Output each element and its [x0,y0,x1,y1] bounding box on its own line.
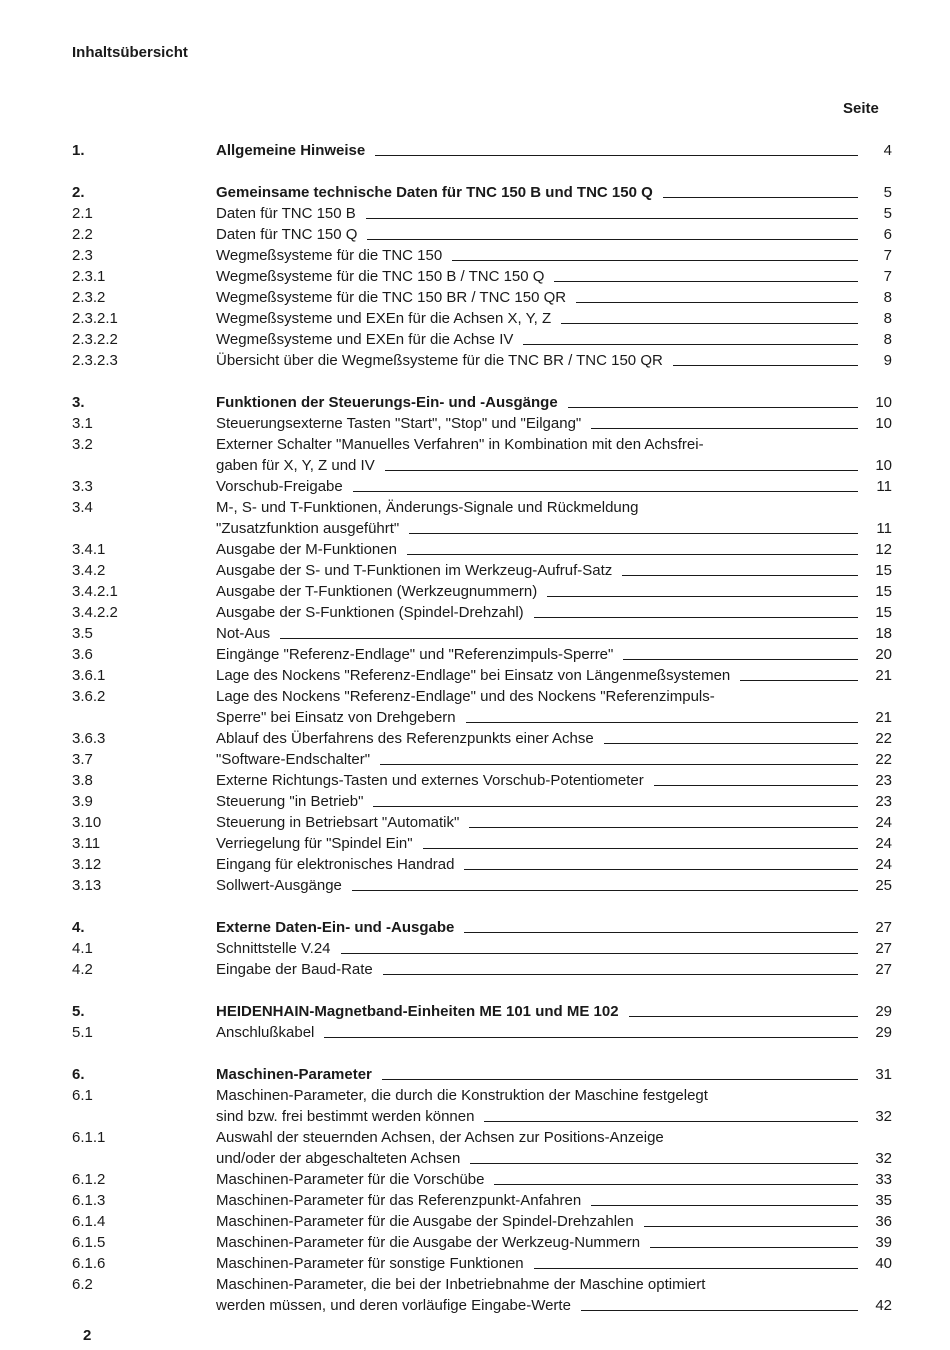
toc-entry-title: Lage des Nockens "Referenz-Endlage" und des Nockens "Referenzimpuls- [216,688,715,705]
toc-entry-title: Lage des Nockens "Referenz-Endlage" bei Einsatz von Längenmeßsystemen [216,667,731,684]
leader-line [663,197,858,198]
toc-entry-row [72,476,892,497]
leader-line [591,428,858,429]
leader-line [494,1184,858,1185]
toc-entry-row [72,1274,892,1295]
toc-entry-title: Gemeinsame technische Daten für TNC 150 B und TNC 150 Q [216,184,653,201]
toc-entry-number: 6.1 [72,1087,93,1104]
leader-line [484,1121,858,1122]
toc-entry-number: 4.1 [72,940,93,957]
toc-entry-number: 6.1.4 [72,1213,106,1230]
toc-entry-title: Wegmeßsysteme für die TNC 150 BR / TNC 150 QR [216,289,567,306]
toc-entry-number: 3.2 [72,436,93,453]
toc-entry-row [72,791,892,812]
toc-entry-title: Maschinen-Parameter für die Ausgabe der Spindel-Drehzahlen [216,1213,634,1230]
toc-entry-number: 6.1.6 [72,1255,106,1272]
leader-line [466,722,858,723]
leader-line [452,260,858,261]
toc-entry-row [72,1127,892,1148]
toc-entry-page: 21 [875,709,892,726]
toc-entry-page: 25 [875,877,892,894]
toc-entry-number: 3.10 [72,814,102,831]
toc-section-row [72,917,892,938]
toc-entry-number: 6.1.1 [72,1129,106,1146]
toc-entry-title: Maschinen-Parameter für die Ausgabe der Werkzeug-Nummern [216,1234,641,1251]
toc-entry-page: 18 [875,625,892,642]
toc-entry-title: Daten für TNC 150 Q [216,226,358,243]
toc-entry-page: 15 [875,562,892,579]
toc-entry-number: 5.1 [72,1024,93,1041]
toc-entry-number: 3.4 [72,499,93,516]
toc-entry-page: 39 [875,1234,892,1251]
leader-line [373,806,858,807]
toc-entry-page: 33 [875,1171,892,1188]
toc-entry-number: 2.2 [72,226,93,243]
leader-line [375,155,858,156]
leader-line [470,1163,858,1164]
toc-section-row [72,140,892,161]
leader-line [367,239,858,240]
toc-entry-title: Verriegelung für "Spindel Ein" [216,835,413,852]
toc-entry-page: 15 [875,583,892,600]
toc-entry-row [72,308,892,329]
toc-entry-page: 29 [875,1003,892,1020]
toc-entry-page: 40 [875,1255,892,1272]
toc-entry-row [72,1190,892,1211]
toc-entry-title: Eingänge "Referenz-Endlage" und "Referenzimpuls-Sperre" [216,646,614,663]
toc-entry-number: 2.3.2 [72,289,106,306]
leader-line [568,407,858,408]
toc-entry-row [72,1148,892,1169]
toc-entry-title: Funktionen der Steuerungs-Ein- und -Ausgänge [216,394,558,411]
toc-entry-row [72,707,892,728]
toc-entry-title: sind bzw. frei bestimmt werden können [216,1108,475,1125]
toc-entry-row [72,1232,892,1253]
toc-entry-row [72,350,892,371]
toc-entry-row [72,455,892,476]
toc-entry-page: 24 [875,835,892,852]
toc-entry-title: Maschinen-Parameter [216,1066,372,1083]
toc-entry-title: Schnittstelle V.24 [216,940,331,957]
leader-line [523,344,858,345]
leader-line [623,659,858,660]
toc-entry-row [72,1022,892,1043]
leader-line [534,617,858,618]
leader-line [547,596,858,597]
toc-entry-row [72,644,892,665]
toc-entry-number: 6.1.2 [72,1171,106,1188]
toc-entry-number: 3.6.3 [72,730,106,747]
toc-entry-page: 8 [883,331,892,348]
toc-entry-page: 32 [875,1150,892,1167]
toc-entry-row [72,329,892,350]
leader-line [380,764,858,765]
toc-entry-title: Maschinen-Parameter für sonstige Funktionen [216,1255,524,1272]
toc-entry-title: Wegmeßsysteme für die TNC 150 B / TNC 150 Q [216,268,545,285]
toc-entry-page: 21 [875,667,892,684]
toc-entry-number: 3.11 [72,835,101,852]
leader-line [591,1205,858,1206]
toc-entry-page: 5 [883,184,892,201]
toc-entry-page: 35 [875,1192,892,1209]
toc-entry-page: 7 [883,247,892,264]
toc-entry-number: 3.4.2.2 [72,604,118,621]
toc-entry-row [72,938,892,959]
leader-line [366,218,858,219]
toc-entry-title: Maschinen-Parameter, die bei der Inbetriebnahme der Maschine optimiert [216,1276,706,1293]
toc-entry-number: 3.6.1 [72,667,106,684]
toc-entry-title: Ausgabe der M-Funktionen [216,541,397,558]
toc-entry-row [72,518,892,539]
toc-entry-title: Ausgabe der S-Funktionen (Spindel-Drehzahl) [216,604,524,621]
page-title: Inhaltsübersicht [72,44,188,61]
toc-entry-page: 24 [875,856,892,873]
toc-entry-title: Sollwert-Ausgänge [216,877,342,894]
toc-entry-number: 3.6.2 [72,688,106,705]
toc-entry-page: 10 [875,394,892,411]
toc-entry-row [72,287,892,308]
toc-entry-row [72,875,892,896]
toc-entry-page: 10 [875,415,892,432]
toc-entry-row [72,245,892,266]
leader-line [581,1310,858,1311]
toc-entry-title: Wegmeßsysteme und EXEn für die Achse IV [216,331,514,348]
toc-entry-title: Ausgabe der S- und T-Funktionen im Werkzeug-Aufruf-Satz [216,562,613,579]
toc-entry-number: 2.3.2.1 [72,310,118,327]
toc-entry-number: 3.8 [72,772,93,789]
leader-line [673,365,858,366]
toc-entry-title: Externer Schalter "Manuelles Verfahren" in Kombination mit den Achsfrei- [216,436,704,453]
toc-entry-row [72,539,892,560]
leader-line [352,890,858,891]
leader-line [382,1079,858,1080]
toc-entry-page: 42 [875,1297,892,1314]
leader-line [409,533,858,534]
toc-entry-page: 23 [875,772,892,789]
toc-entry-number: 2. [72,184,85,201]
leader-line [644,1226,858,1227]
toc-entry-number: 3.9 [72,793,93,810]
toc-entry-row [72,959,892,980]
toc-entry-number: 6.1.3 [72,1192,106,1209]
toc-entry-title: gaben für X, Y, Z und IV [216,457,375,474]
leader-line [385,470,858,471]
toc-entry-row [72,224,892,245]
toc-entry-title: Maschinen-Parameter für das Referenzpunkt-Anfahren [216,1192,582,1209]
toc-entry-title: HEIDENHAIN-Magnetband-Einheiten ME 101 und ME 102 [216,1003,619,1020]
leader-line [561,323,858,324]
toc-entry-page: 15 [875,604,892,621]
toc-entry-row [72,1085,892,1106]
toc-entry-row [72,812,892,833]
toc-entry-page: 7 [883,268,892,285]
leader-line [464,932,858,933]
toc-entry-title: Ablauf des Überfahrens des Referenzpunkts einer Achse [216,730,594,747]
toc-entry-title: werden müssen, und deren vorläufige Eingabe-Werte [216,1297,571,1314]
toc-entry-number: 2.3.1 [72,268,106,285]
toc-entry-title: Auswahl der steuernden Achsen, der Achsen zur Positions-Anzeige [216,1129,664,1146]
toc-entry-row [72,749,892,770]
toc-entry-page: 11 [876,520,892,537]
toc-entry-title: Daten für TNC 150 B [216,205,356,222]
toc-entry-number: 2.3.2.3 [72,352,118,369]
leader-line [423,848,858,849]
toc-entry-title: Externe Daten-Ein- und -Ausgabe [216,919,455,936]
toc-entry-row [72,686,892,707]
toc-entry-row [72,1253,892,1274]
toc-entry-title: Vorschub-Freigabe [216,478,343,495]
toc-entry-page: 20 [875,646,892,663]
toc-entry-number: 3.5 [72,625,93,642]
leader-line [604,743,858,744]
toc-entry-row [72,1169,892,1190]
toc-entry-title: Maschinen-Parameter für die Vorschübe [216,1171,485,1188]
leader-line [576,302,858,303]
toc-entry-row [72,854,892,875]
leader-line [650,1247,858,1248]
toc-entry-title: Steuerungsexterne Tasten "Start", "Stop" und "Eilgang" [216,415,582,432]
toc-entry-row [72,203,892,224]
toc-entry-title: Eingabe der Baud-Rate [216,961,373,978]
toc-entry-number: 3.1 [72,415,93,432]
toc-entry-title: Steuerung in Betriebsart "Automatik" [216,814,460,831]
toc-entry-number: 6. [72,1066,85,1083]
toc-entry-title: Maschinen-Parameter, die durch die Konstruktion der Maschine festgelegt [216,1087,708,1104]
toc-entry-page: 4 [883,142,892,159]
leader-line [622,575,858,576]
toc-entry-number: 3.4.2 [72,562,106,579]
leader-line [534,1268,858,1269]
page-column-label: Seite [843,100,879,117]
toc-entry-page: 27 [875,919,892,936]
toc-entry-page: 22 [875,730,892,747]
toc-entry-page: 10 [875,457,892,474]
toc-entry-title: Eingang für elektronisches Handrad [216,856,455,873]
toc-entry-row [72,770,892,791]
toc-entry-page: 31 [875,1066,892,1083]
toc-entry-page: 8 [883,310,892,327]
leader-line [341,953,858,954]
table-of-contents [72,140,892,1316]
leader-line [353,491,858,492]
toc-entry-page: 9 [883,352,892,369]
leader-line [469,827,858,828]
toc-entry-row [72,665,892,686]
toc-entry-number: 3.3 [72,478,93,495]
toc-entry-title: Ausgabe der T-Funktionen (Werkzeugnummern) [216,583,538,600]
toc-entry-title: Steuerung "in Betrieb" [216,793,364,810]
toc-entry-row [72,497,892,518]
toc-entry-page: 36 [875,1213,892,1230]
toc-entry-page: 23 [875,793,892,810]
toc-entry-number: 3.4.1 [72,541,106,558]
toc-entry-number: 3.13 [72,877,102,894]
toc-entry-page: 22 [875,751,892,768]
leader-line [324,1037,858,1038]
toc-entry-number: 2.3.2.2 [72,331,118,348]
toc-entry-row [72,266,892,287]
leader-line [383,974,858,975]
toc-entry-page: 6 [883,226,892,243]
leader-line [740,680,858,681]
toc-entry-number: 3.4.2.1 [72,583,118,600]
toc-entry-title: "Zusatzfunktion ausgeführt" [216,520,400,537]
toc-entry-title: Wegmeßsysteme für die TNC 150 [216,247,443,264]
toc-entry-page: 5 [883,205,892,222]
toc-entry-number: 4.2 [72,961,93,978]
toc-entry-number: 2.3 [72,247,93,264]
toc-entry-page: 27 [875,940,892,957]
toc-entry-row [72,581,892,602]
leader-line [654,785,858,786]
toc-entry-page: 12 [875,541,892,558]
toc-entry-number: 5. [72,1003,85,1020]
leader-line [407,554,858,555]
leader-line [280,638,858,639]
toc-section-row [72,182,892,203]
toc-entry-row [72,434,892,455]
toc-entry-title: Übersicht über die Wegmeßsysteme für die TNC BR / TNC 150 QR [216,352,663,369]
toc-entry-title: Allgemeine Hinweise [216,142,366,159]
toc-entry-title: und/oder der abgeschalteten Achsen [216,1150,461,1167]
toc-section-row [72,392,892,413]
toc-entry-row [72,1295,892,1316]
toc-entry-number: 6.1.5 [72,1234,106,1251]
toc-entry-page: 11 [876,478,892,495]
toc-entry-title: M-, S- und T-Funktionen, Änderungs-Signale und Rückmeldung [216,499,639,516]
leader-line [464,869,858,870]
toc-entry-number: 3. [72,394,85,411]
toc-entry-page: 8 [883,289,892,306]
toc-entry-title: Wegmeßsysteme und EXEn für die Achsen X, Y, Z [216,310,552,327]
toc-entry-number: 6.2 [72,1276,93,1293]
toc-entry-number: 1. [72,142,85,159]
leader-line [629,1016,858,1017]
toc-entry-row [72,728,892,749]
toc-entry-title: Externe Richtungs-Tasten und externes Vorschub-Potentiometer [216,772,644,789]
toc-entry-row [72,1106,892,1127]
leader-line [554,281,858,282]
toc-entry-page: 32 [875,1108,892,1125]
toc-entry-title: "Software-Endschalter" [216,751,371,768]
toc-entry-title: Anschlußkabel [216,1024,315,1041]
toc-entry-page: 29 [875,1024,892,1041]
toc-entry-row [72,623,892,644]
toc-entry-row [72,1211,892,1232]
toc-entry-title: Sperre" bei Einsatz von Drehgebern [216,709,456,726]
toc-entry-number: 3.6 [72,646,93,663]
toc-entry-row [72,602,892,623]
toc-entry-number: 2.1 [72,205,93,222]
toc-entry-number: 3.7 [72,751,93,768]
toc-entry-page: 27 [875,961,892,978]
toc-entry-number: 4. [72,919,85,936]
toc-entry-row [72,413,892,434]
toc-section-row [72,1064,892,1085]
toc-entry-number: 3.12 [72,856,102,873]
toc-section-row [72,1001,892,1022]
toc-entry-title: Not-Aus [216,625,271,642]
toc-entry-row [72,833,892,854]
toc-entry-row [72,560,892,581]
page-number: 2 [83,1327,92,1344]
toc-entry-page: 24 [875,814,892,831]
